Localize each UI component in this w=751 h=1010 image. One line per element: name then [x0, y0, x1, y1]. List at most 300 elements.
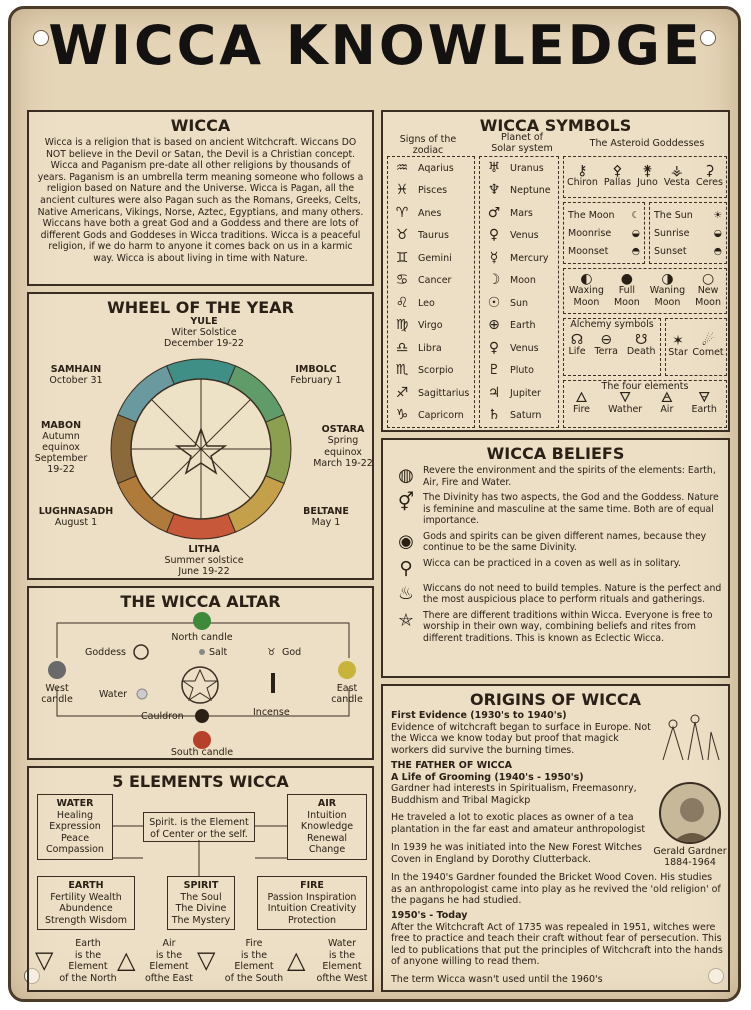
planet-symbol-icon: ♃ [487, 384, 501, 401]
belief-item [389, 531, 722, 554]
asteroid-item [663, 162, 690, 189]
origins-panel [381, 684, 730, 992]
zodiac-symbol-icon: ♏ [395, 362, 409, 378]
zodiac-row [388, 360, 474, 383]
moon-phases [563, 268, 727, 314]
south-candle-label: South candle [170, 747, 234, 758]
element-item [573, 389, 591, 416]
origins-coven: In the 1940's Gardner founded the Bricket Wood Coven. His studies as an anthropologist came into play as he revived the 'old religion' of the pagans he had studied. [391, 872, 721, 906]
fire-box [257, 876, 367, 930]
zodiac-row [388, 405, 474, 428]
element-icon: 🜂 [575, 389, 588, 406]
planet-symbol-icon: ♇ [487, 362, 501, 378]
belief-text: The Divinity has two aspects, the God and the Goddess. Nature is feminine and masculine at the same time. Both are of equal importance. [423, 492, 719, 526]
alchemy-item [626, 331, 656, 358]
spirit-center-line: Spirit. is the Element [149, 817, 249, 828]
elements-legend [33, 936, 372, 988]
alchemy-icon: ⊖ [600, 331, 613, 348]
element-icon: 🜄 [619, 389, 632, 406]
god-label: God [282, 647, 302, 658]
asteroid-icon: ⚶ [670, 162, 683, 179]
zodiac-row [388, 180, 474, 203]
moon-icon: ◓ [631, 246, 640, 258]
litha-sub: Summer solstice [164, 555, 244, 566]
cauldron-label: Cauldron [141, 711, 184, 722]
zodiac-name: Gemini [418, 252, 452, 264]
earth-box [37, 876, 135, 930]
witches-illustration [653, 712, 723, 762]
planet-symbol-icon: ⊕ [488, 317, 500, 333]
legend-earth [59, 938, 117, 984]
water-icon [137, 689, 147, 699]
asteroid-icon: ⚵ [642, 162, 653, 179]
fire-line: Passion Inspiration [267, 891, 357, 903]
beliefs-panel [381, 438, 730, 678]
planet-row [480, 247, 558, 270]
legend-line: ofthe East [144, 972, 194, 984]
yule-name: YULE [190, 316, 218, 327]
legend-line: Fire [245, 938, 263, 949]
goddess-icon [134, 645, 148, 659]
zodiac-row [388, 202, 474, 225]
planet-name: Sun [510, 297, 529, 309]
spirit-line: The Divine [175, 903, 227, 914]
origins-first-title: First Evidence (1930's to 1940's) [391, 710, 567, 721]
elements-panel [27, 766, 374, 992]
wheel-heading: WHEEL OF THE YEAR [107, 298, 294, 317]
spirit-center-box [143, 812, 255, 842]
planet-symbol-icon: ♀ [488, 339, 500, 356]
planet-name: Jupiter [510, 387, 541, 399]
moon-name: The Moon [568, 210, 615, 222]
alchemy-item [594, 331, 618, 358]
alchemy-icon: ☊ [570, 331, 584, 348]
fire-name: FIRE [300, 880, 324, 891]
zodiac-name: Capricorn [418, 410, 464, 421]
origins-term: The term Wicca wasn't used until the 1960's [391, 974, 603, 985]
ostara-sub: Spring equinox [324, 435, 362, 458]
water-label: Water [99, 689, 128, 700]
moon-row [568, 207, 640, 225]
zodiac-symbol-icon: ♉ [395, 227, 409, 243]
zodiac-name: Anes [418, 207, 442, 219]
zodiac-row [388, 157, 474, 180]
mabon-date2: 19-22 [47, 464, 75, 475]
north-candle-label: North candle [171, 632, 233, 643]
sun-box [649, 202, 727, 264]
moon-phase-icon: ○ [701, 270, 715, 287]
moon-phase-icon: ◐ [580, 270, 593, 287]
asteroid-name: Chiron [567, 177, 598, 188]
asteroid-row [563, 156, 727, 198]
moon-phase-label: New [697, 285, 719, 297]
origins-travel: He traveled a lot to exotic places as owner of a tea plantation in the far east and amateur anthropologist [391, 812, 646, 835]
planet-name: Moon [510, 275, 536, 286]
legend-fire [221, 938, 287, 984]
altar-lines [29, 588, 372, 758]
moon-row [568, 225, 640, 243]
planet-symbol-icon: ☽ [487, 272, 501, 288]
moon-name: Moonset [568, 246, 609, 258]
asteroid-name: Pallas [603, 177, 632, 188]
element-item [608, 389, 643, 416]
zodiac-symbol-icon: ♎ [395, 339, 409, 356]
zodiac-name: Leo [418, 297, 435, 309]
goddess-label: Goddess [85, 647, 126, 658]
gender-icon: ⚥ [397, 492, 415, 513]
planet-row [480, 382, 558, 405]
east-label-1: East [336, 683, 358, 694]
four-elements-box [563, 380, 727, 428]
zodiac-head-2: zodiac [412, 145, 444, 156]
legend-line: Element [149, 961, 189, 972]
mabon-date1: September [34, 453, 88, 464]
yule-sub: Witer Solstice [171, 327, 237, 338]
spirit-line: The Soul [180, 891, 222, 903]
planet-name: Uranus [510, 162, 544, 174]
legend-line: Earth [75, 938, 101, 949]
zodiac-head-1: Signs of the [399, 134, 457, 145]
east-label-2: candle [331, 694, 363, 705]
moon-name: Moonrise [568, 228, 612, 240]
asteroid-item [637, 162, 658, 189]
belief-item [389, 610, 722, 645]
wicca-panel [27, 110, 374, 286]
air-line: Change [308, 844, 346, 855]
pentacle-icon [182, 667, 218, 703]
zodiac-symbol-icon: ♑ [395, 407, 409, 423]
belief-item [389, 465, 722, 488]
planet-name: Earth [510, 320, 536, 331]
moon-phase-icon: ◑ [661, 270, 674, 287]
planet-row [480, 315, 558, 338]
planet-symbol-icon: ♀ [488, 227, 500, 243]
belief-text: Gods and spirits can be given different names, because they continue to be the same Divinity. [423, 530, 707, 553]
asteroid-item [567, 162, 598, 189]
zodiac-row [388, 292, 474, 315]
elements-heading: 5 ELEMENTS WICCA [112, 772, 289, 791]
origins-father-title: THE FATHER OF WICCA [391, 760, 512, 771]
origins-father-body: Gardner had interests in Spiritualism, Freemasonry, Buddhism and Tribal Magickp [391, 783, 637, 806]
belief-text: Wicca can be practiced in a coven as well as in solitary. [423, 557, 681, 569]
moon-phase-label: Moon [695, 296, 721, 308]
wheel-panel [27, 292, 374, 580]
beltane-name: BELTANE [303, 506, 349, 517]
planet-head-2: Solar system [491, 143, 553, 154]
zodiac-row [388, 247, 474, 270]
water-name: WATER [56, 798, 94, 809]
planet-name: Pluto [510, 365, 534, 376]
legend-line: of the South [224, 972, 284, 984]
altar-panel [27, 586, 374, 760]
water-line: Healing [56, 809, 94, 821]
moon-phase-item [613, 270, 640, 309]
wheel-diagram [101, 354, 301, 544]
air-line: Renewal [306, 832, 348, 844]
moon-phase-label: Moon [573, 296, 600, 308]
legend-line: Element [68, 961, 108, 972]
legend-line: Water [327, 938, 357, 949]
air-line: Knowledge [300, 821, 354, 832]
legend-line: is the [240, 949, 268, 961]
legend-line: is the [328, 949, 356, 961]
coven-icon: ⚲ [399, 557, 413, 579]
origins-initiated: In 1939 he was initiated into the New Forest Witches Coven in England by Dorothy Clutterback. [391, 842, 642, 865]
zodiac-row [388, 225, 474, 248]
element-name: Wather [608, 404, 643, 415]
zodiac-name: Sagittarius [418, 387, 470, 399]
water-line: Expression [49, 821, 101, 832]
samhain-name: SAMHAIN [50, 364, 102, 375]
star-comet-icon: ✶ [672, 332, 684, 349]
north-candle-icon [193, 612, 211, 630]
element-icon: 🜁 [660, 389, 673, 406]
water-line: Peace [60, 832, 90, 844]
asteroid-icon: ⚴ [612, 162, 623, 179]
moon-phase-icon: ● [620, 270, 633, 287]
imbolc-date: February 1 [290, 375, 342, 386]
belief-item [389, 492, 722, 527]
element-item [660, 389, 674, 416]
mabon-name: MABON [40, 420, 82, 431]
alchemy-box [563, 318, 661, 376]
sun-row [654, 243, 722, 261]
legend-line: is the [74, 949, 102, 961]
zodiac-name: Libra [418, 342, 442, 354]
planet-row [480, 405, 558, 428]
alchemy-item [568, 331, 586, 358]
legend-water [313, 938, 371, 984]
spirit-name: SPIRIT [183, 880, 219, 891]
asteroid-item [603, 162, 632, 189]
sun-name: Sunrise [654, 228, 690, 240]
alchemy-head: Alchemy symbols [570, 319, 654, 330]
asteroid-name: Juno [637, 177, 658, 188]
earth-triangle-icon: ▽ [35, 946, 54, 974]
planet-head-1: Planet of [501, 132, 543, 143]
fire-triangle-icon: ▽ [197, 946, 216, 974]
belief-text: There are different traditions within Wicca. Everyone is free to worship in their own way, combining beliefs and rites from different traditions. This is known as Eclectic Wicca. [423, 609, 713, 644]
earth-line: Fertility Wealth [50, 891, 122, 903]
east-candle-icon [338, 661, 356, 679]
beltane-date: May 1 [311, 517, 341, 528]
west-label-1: West [45, 683, 69, 694]
flame-icon: ♨ [397, 582, 415, 604]
belief-item [389, 558, 722, 579]
planet-symbol-icon: ♂ [487, 204, 501, 221]
yule-date: December 19-22 [164, 338, 244, 349]
planet-name: Mercury [510, 252, 549, 264]
zodiac-name: Pisces [418, 185, 448, 196]
incense-icon [271, 673, 275, 693]
air-line: Intuition [307, 809, 347, 821]
planet-row [480, 202, 558, 225]
planet-symbol-icon: ♆ [487, 182, 501, 198]
wicca-body: Wicca is a religion that is based on ancient Witchcraft. Wiccans DO NOT believe in the Devil or Satan, the Devil is a Christian concept. Wicca and Paganism pre-date all other religions by thousands of years. Paganism is an umbrella term meaning someone who follows a religion based on Nature and the Universe. Wicca is Pagan, all the ancient cultures were also Pagan such as the Romans, Greeks, Celts, Native Americans, Vikings, Norse, Aztec, Egyptians, and many others. Wiccans have both a great God and a Goddess and there are lots of different Gods and Goddeses in Wicca traditions. Wicca is a peaceful religion, if we do harm to anyone it comes back on us in a karmic way. Wicca is about living in time with Nature. [37, 137, 364, 264]
four-head: The four elements [601, 381, 689, 392]
asteroid-name: Vesta [663, 177, 690, 188]
planet-list [479, 156, 559, 428]
planet-symbol-icon: ♅ [487, 159, 501, 176]
sun-name: The Sun [654, 210, 693, 222]
planet-row [480, 337, 558, 360]
earth-name: EARTH [68, 880, 104, 891]
star-comet-icon: ☄ [701, 332, 715, 349]
origins-today-title: 1950's - Today [391, 910, 468, 921]
zodiac-symbol-icon: ♒ [395, 159, 409, 176]
salt-label: Salt [209, 647, 228, 658]
zodiac-row [388, 315, 474, 338]
incense-label: Incense [253, 707, 290, 718]
moon-icon: ☾ [631, 210, 640, 222]
moon-phase-label: Full [618, 285, 635, 297]
fire-line: Protection [287, 914, 337, 926]
air-name: AIR [317, 798, 337, 809]
zodiac-symbol-icon: ♓ [395, 182, 409, 198]
beliefs-list [383, 463, 728, 650]
spirit-line: The Mystery [171, 914, 231, 926]
ostara-date: March 19-22 [313, 458, 373, 469]
star-comet-box [665, 318, 727, 376]
star-comet-item [668, 332, 688, 359]
water-box [37, 794, 113, 860]
sun-icon: ◓ [713, 246, 722, 258]
zodiac-name: Cancer [418, 275, 452, 286]
zodiac-symbol-icon: ♋ [395, 272, 409, 288]
zodiac-name: Scorpio [418, 365, 454, 376]
element-icon: 🜃 [698, 389, 711, 406]
sun-name: Sunset [654, 246, 687, 258]
cauldron-icon [195, 709, 209, 723]
moon-phase-label: Moon [613, 296, 640, 308]
sun-row [654, 207, 722, 225]
zodiac-symbol-icon: ♐ [395, 384, 409, 401]
imbolc-name: IMBOLC [295, 364, 337, 375]
moon-phase-label: Waxing [569, 285, 604, 297]
planet-row [480, 157, 558, 180]
origins-first-body: Evidence of witchcraft began to surface in Europe. Not the Wicca we know today but proof that magick workers did survive the burning times. [391, 721, 651, 756]
alchemy-name: Terra [594, 346, 618, 357]
legend-line: Air [162, 938, 176, 949]
altar-heading: THE WICCA ALTAR [120, 592, 281, 611]
planet-name: Neptune [510, 185, 551, 196]
alchemy-icon: ☋ [634, 331, 648, 348]
zodiac-row [388, 270, 474, 293]
legend-line: Element [322, 961, 362, 972]
sun-row [654, 225, 722, 243]
asteroid-head: The Asteroid Goddesses [589, 138, 705, 149]
planet-row [480, 225, 558, 248]
ostara-name: OSTARA [321, 424, 365, 435]
zodiac-symbol-icon: ♊ [395, 249, 409, 266]
origins-father-sub: A Life of Grooming (1940's - 1950's) [391, 771, 584, 783]
star-comet-name: Star [668, 347, 688, 358]
zodiac-symbol-icon: ♌ [395, 294, 409, 311]
earth-line: Strength Wisdom [45, 914, 127, 926]
moon-phase-item [695, 270, 721, 309]
air-box [287, 794, 367, 860]
planet-symbol-icon: ☿ [489, 249, 499, 266]
legend-line: Element [234, 961, 274, 972]
asteroid-icon: ⚷ [577, 162, 588, 179]
origins-today-body: After the Witchcraft Act of 1735 was repealed in 1951, witches were free to practice and teach their craft without fear of persecution. This led to publications that put the principles of Witchcraft into the hands of anyone willing to read them. [391, 921, 723, 967]
gardner-portrait [659, 782, 721, 844]
earth-line: Abundence [59, 903, 113, 914]
zodiac-row [388, 382, 474, 405]
sun-icon: ☀ [713, 210, 722, 222]
alchemy-row [564, 331, 660, 358]
legend-line: ofthe West [316, 972, 368, 984]
eye-icon: ◉ [398, 530, 414, 552]
planet-symbol-icon: ♄ [487, 407, 501, 423]
mabon-sub1: Autumn [42, 431, 80, 442]
moon-icon: ◒ [631, 228, 640, 240]
litha-name: LITHA [188, 544, 220, 555]
god-symbol: ♉ [267, 647, 276, 658]
planet-symbol-icon: ☉ [487, 294, 501, 311]
belief-text: Wiccans do not need to build temples. Nature is the perfect and the most auspicious place to perform rituals and gatherings. [423, 582, 722, 605]
moon-box [563, 202, 645, 264]
planet-row [480, 292, 558, 315]
gardner-years: 1884-1964 [664, 857, 716, 868]
globe-icon: ◍ [398, 465, 414, 486]
moon-phase-item [569, 270, 604, 309]
lughnasadh-name: LUGHNASADH [38, 506, 114, 517]
page-title: WICCA KNOWLEDGE [48, 14, 703, 77]
zodiac-symbol-icon: ♍ [395, 317, 409, 333]
legend-line: is the [155, 949, 183, 961]
moon-phase-label: Moon [654, 296, 681, 308]
zodiac-name: Virgo [418, 320, 443, 331]
west-label-2: candle [41, 694, 73, 705]
symbols-panel [381, 110, 730, 432]
planet-name: Mars [510, 207, 533, 219]
symbols-heading: WICCA SYMBOLS [479, 116, 632, 135]
zodiac-symbol-icon: ♈ [395, 204, 409, 221]
salt-icon [199, 649, 205, 655]
belief-item [389, 583, 722, 606]
asteroid-item [695, 162, 723, 189]
zodiac-name: Aqarius [418, 162, 454, 174]
alchemy-name: Life [568, 346, 586, 357]
pentacle-icon: ⛤ [398, 609, 414, 631]
planet-name: Venus [510, 342, 539, 354]
zodiac-name: Taurus [418, 230, 449, 241]
fire-line: Intuition Creativity [267, 903, 357, 914]
four-row [564, 389, 726, 416]
planet-row [480, 180, 558, 203]
asteroid-icon: ⚳ [704, 162, 715, 179]
planet-row [480, 270, 558, 293]
wicca-heading: WICCA [170, 116, 231, 135]
zodiac-row [388, 337, 474, 360]
litha-date: June 19-22 [178, 566, 230, 577]
origins-heading: ORIGINS OF WICCA [469, 690, 641, 709]
star-comet-name: Comet [692, 347, 724, 358]
gardner-name: Gerald Gardner [653, 846, 727, 857]
alchemy-name: Death [626, 346, 656, 357]
moon-row [568, 243, 640, 261]
planet-name: Venus [510, 230, 539, 241]
west-candle-icon [48, 661, 66, 679]
lughnasadh-date: August 1 [54, 517, 98, 528]
asteroid-name: Ceres [695, 177, 723, 188]
element-name: Earth [691, 404, 717, 415]
samhain-date: October 31 [49, 375, 103, 386]
beliefs-heading: WICCA BELIEFS [486, 444, 625, 463]
spirit-center-line: of Center or the self. [150, 828, 248, 840]
air-triangle-icon: △ [117, 946, 136, 974]
